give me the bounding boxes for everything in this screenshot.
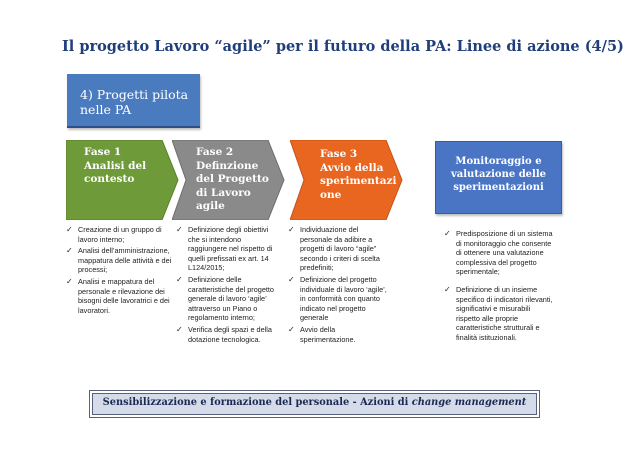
list-item: ✓ Definizione del progetto individuale di lavoro ‘agile’, in conformità con quanto indicato nel progetto generale bbox=[288, 274, 387, 323]
phase-1-label: Fase 1 Analisi del contesto bbox=[84, 146, 147, 185]
checkmark-icon: ✓ bbox=[176, 274, 183, 284]
checkmark-icon: ✓ bbox=[444, 229, 451, 238]
list-item: ✓ Definizione degli obiettivi che si intendono raggiungere nel rispetto di quelli prefissati ex art. 14 L124/2015; bbox=[176, 225, 273, 273]
list-item: ✓ Analisi e mappatura del personale e rilevazione dei bisogni delle lavoratrici e dei lavoratori. bbox=[66, 276, 170, 315]
checkmark-icon: ✓ bbox=[66, 225, 73, 234]
list-item: ✓ Creazione di un gruppo di lavoro interno; bbox=[66, 225, 162, 244]
checkmark-icon: ✓ bbox=[444, 284, 451, 294]
phase-3-arrow bbox=[290, 140, 403, 220]
bottom-banner-text: Sensibilizzazione e formazione del personale - Azioni di change management bbox=[102, 397, 527, 408]
list-item: ✓ Analisi dell’amministrazione, mappatura delle attività e dei processi; bbox=[66, 246, 172, 275]
phase-2-arrow bbox=[172, 140, 285, 220]
phase-3-list bbox=[288, 225, 392, 346]
pilot-label: 4) Progetti pilota nelle PA bbox=[80, 87, 189, 117]
phase-1-arrow bbox=[66, 140, 179, 220]
checkmark-icon: ✓ bbox=[66, 246, 73, 256]
checkmark-icon: ✓ bbox=[66, 276, 73, 286]
monitoring-label: Monitoraggio e valutazione delle sperimentazioni bbox=[450, 156, 547, 193]
checkmark-icon: ✓ bbox=[288, 274, 295, 284]
list-item: ✓ Avvio della sperimentazione. bbox=[288, 324, 356, 344]
checkmark-icon: ✓ bbox=[176, 225, 183, 234]
phase-3-label: Fase 3 Avvio della sperimentazi one bbox=[320, 148, 397, 201]
monitoring-list bbox=[444, 229, 556, 345]
list-item: ✓ Definizione delle caratteristiche del progetto generale di lavoro ‘agile’ attraverso un Piano o regolamento interno; bbox=[176, 274, 274, 323]
checkmark-icon: ✓ bbox=[288, 225, 295, 234]
phase-2-list bbox=[176, 225, 276, 346]
phase-1-list bbox=[66, 225, 178, 317]
monitoring-box bbox=[435, 141, 562, 214]
bottom-banner bbox=[92, 393, 537, 415]
list-item: ✓ Definizione di un insieme specifico di indicatori rilevanti, significativi e misurabili rispetto alle proprie caratteristiche strutturali e finalità istituzionali. bbox=[444, 284, 553, 342]
phase-2-label: Fase 2 Definzione del Progetto di Lavoro agile bbox=[196, 146, 269, 212]
pilot-projects-box bbox=[67, 74, 200, 128]
list-item: ✓ Predisposizione di un sistema di monitoraggio che consente di ottenere una valutazione complessiva del progetto sperimentale; bbox=[444, 229, 553, 277]
checkmark-icon: ✓ bbox=[176, 324, 183, 334]
list-item: ✓ Verifica degli spazi e della dotazione tecnologica. bbox=[176, 324, 272, 344]
list-item: ✓ Individuazione del personale da adibire a progetti di lavoro “agile” secondo i criteri di scelta predefiniti; bbox=[288, 225, 380, 273]
page-title: Il progetto Lavoro “agile” per il futuro della PA: Linee di azione (4/5) bbox=[62, 38, 624, 55]
checkmark-icon: ✓ bbox=[288, 324, 295, 334]
